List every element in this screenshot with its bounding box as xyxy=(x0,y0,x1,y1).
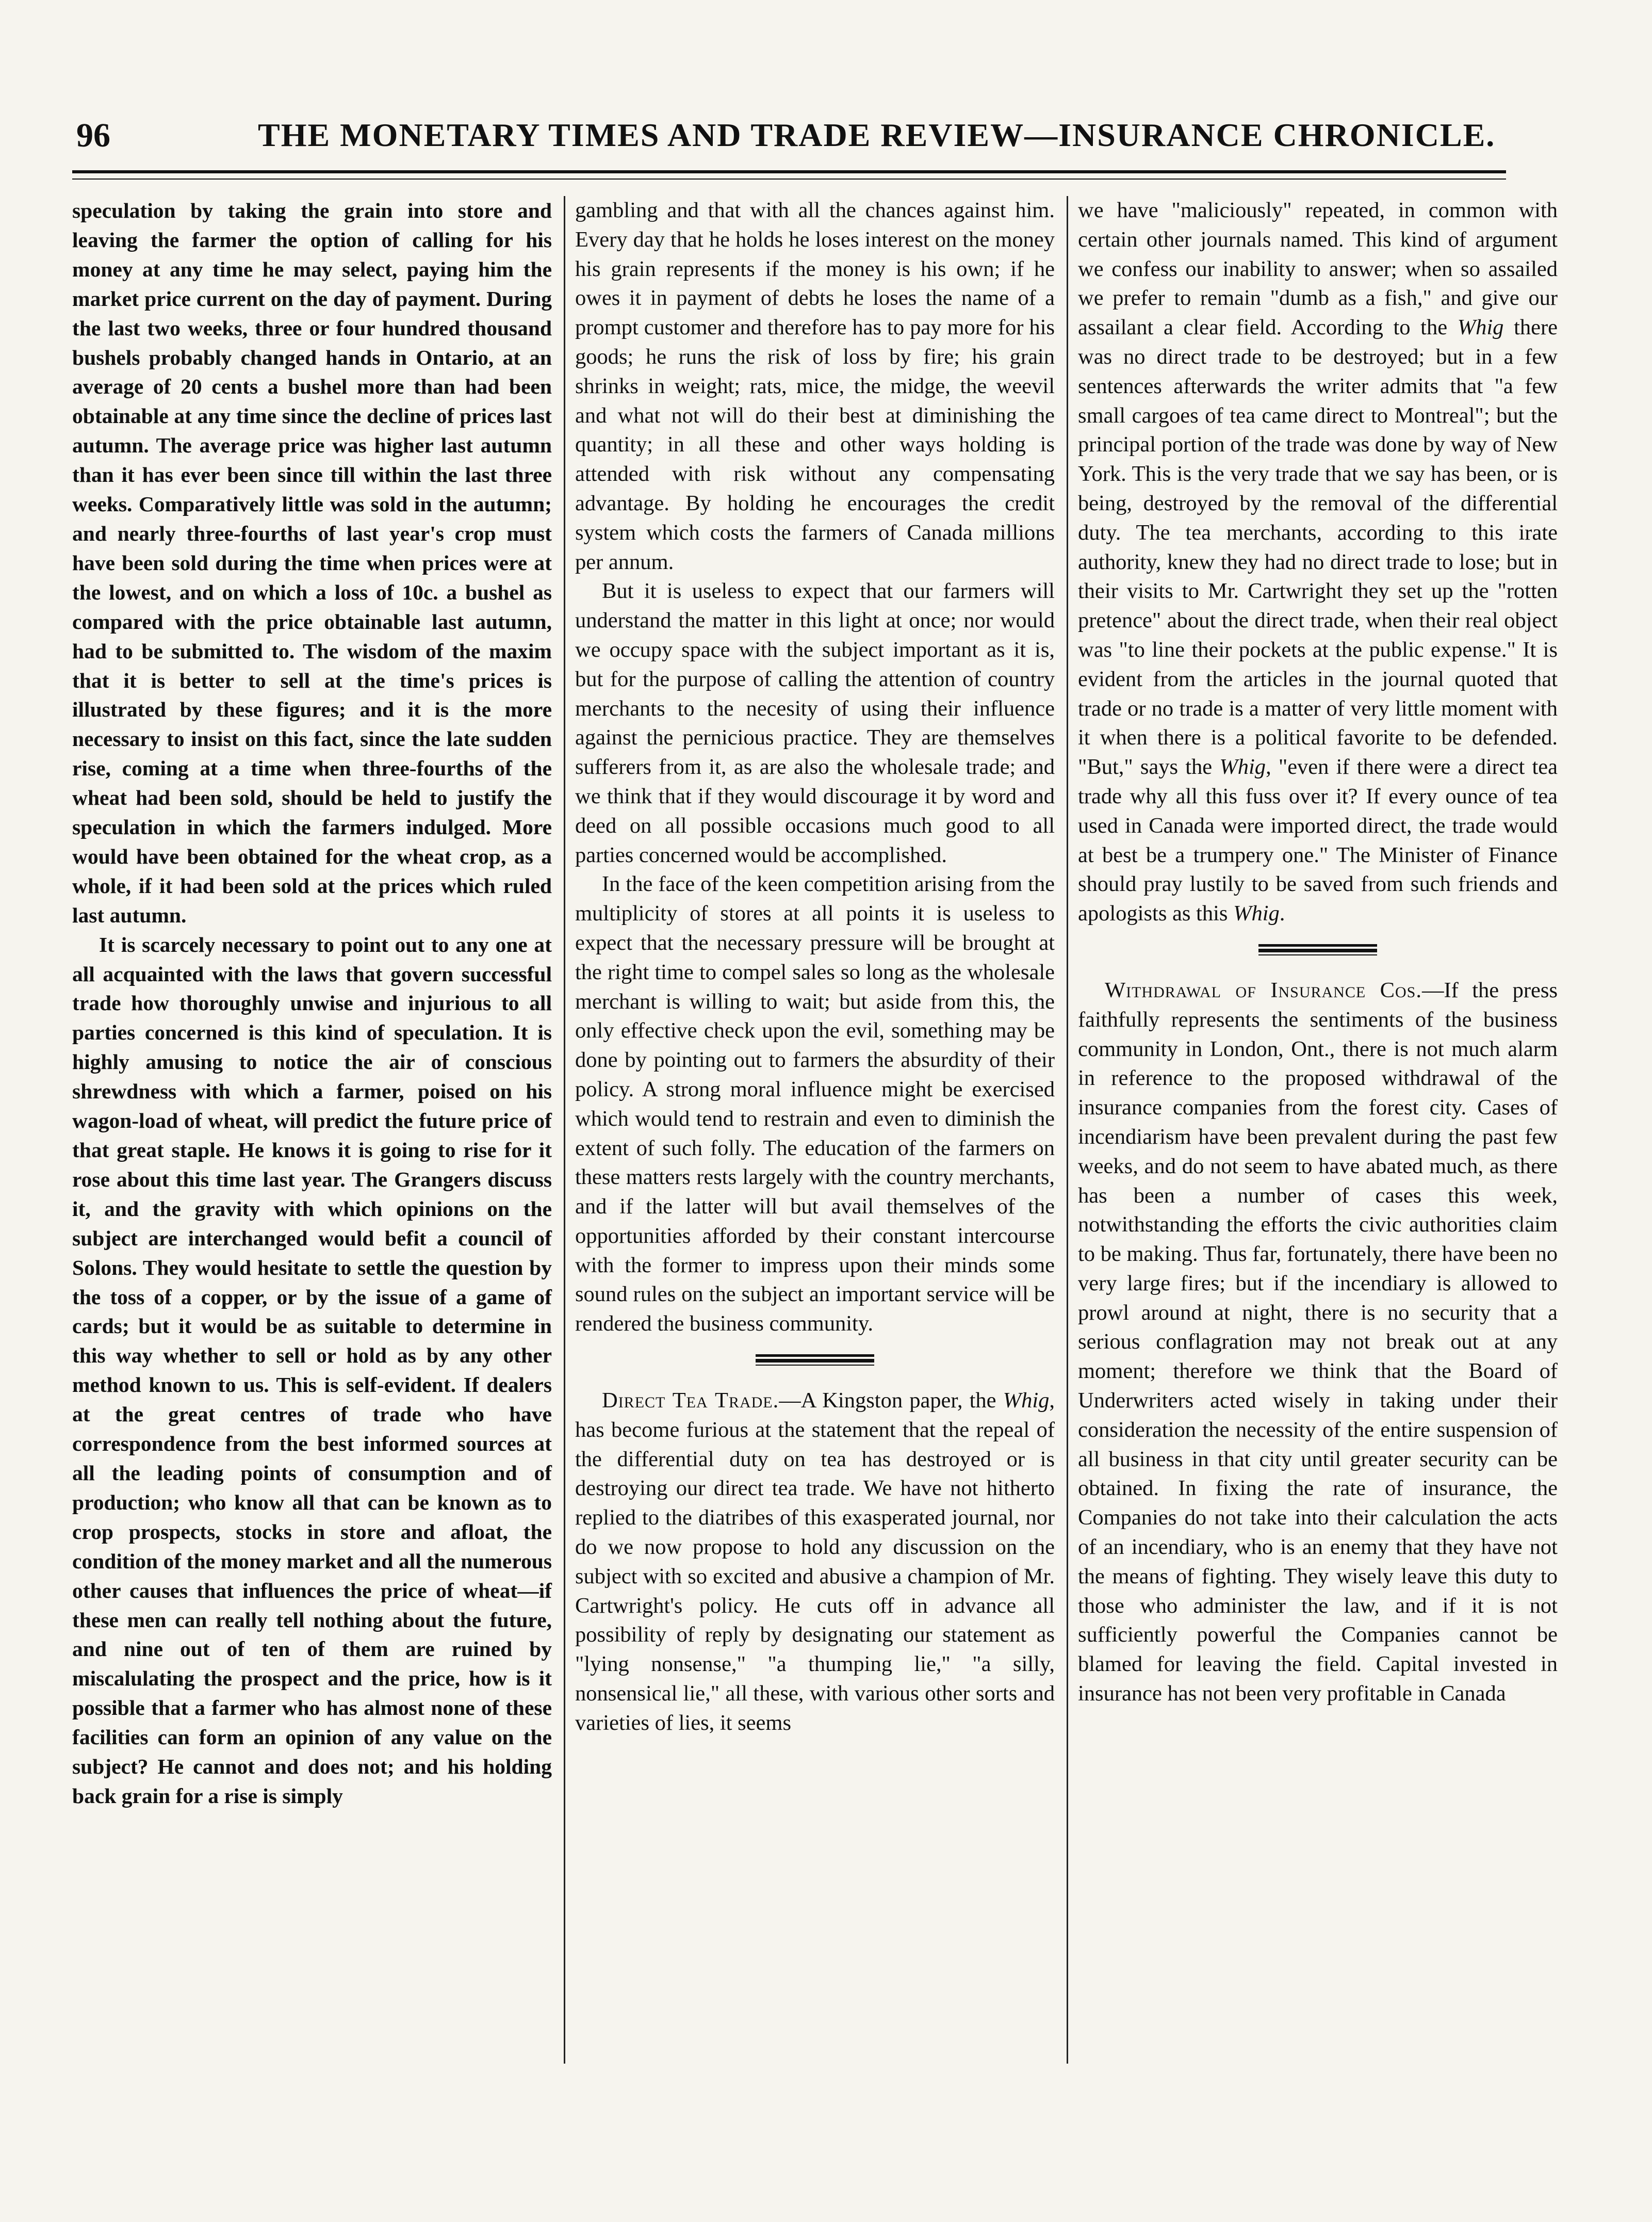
article-paragraph: we have "maliciously" repeated, in common with certain other journals named. This kind of argument we confess our inability to answer; when so assailed we prefer to remain "dumb as a fish," and give our assailant a clear field. According to the Whig there was no direct trade to be destroyed; but in a few sentences afterwards the writer admits that "a few small cargoes of tea came direct to Montreal"; but the principal portion of the trade was done by way of New York. This is the very trade that we say has been, or is being, destroyed by the removal of the differential duty. The tea merchants, according to this irate authority, knew they had no direct trade to lose; but in their visits to Mr. Cartwright they set up the "rotten pretence" about the direct trade, when their real object was "to line their pockets at the public expense." It is evident from the articles in the journal quoted that trade or no trade is a matter of very little moment with it when there is a political favorite to be defended. "But," says the Whig, "even if there were a direct tea trade why all this fuss over it? If every ounce of tea used in Canada were imported direct, the trade would at best be a trumpery one." The Minister of Finance should pray lustily to be saved from such friends and apologists as this Whig. xyxy=(1078,198,1558,926)
journal-title: THE MONETARY TIMES AND TRADE REVIEW—INSURANCE CHRONICLE. xyxy=(258,117,1496,153)
column-2 xyxy=(575,196,1055,1738)
article-paragraph: But it is useless to expect that our farmers will understand the matter in this light at once; nor would we occupy space with the subject important as it is, but for the purpose of calling the attention of country merchants to the necesity of using their influence against the pernicious practice. They are themselves sufferers from it, as are also the wholesale trade; and we think that if they would discourage it by word and deed on all possible occasions much good to all parties concerned would be accomplished. xyxy=(575,579,1055,867)
article-heading: Direct Tea Trade. xyxy=(602,1388,779,1413)
article-paragraph: It is scarcely necessary to point out to any one at all acquainted with the laws that govern successful trade how thoroughly unwise and injurious to all parties concerned is this kind of speculation. It is highly amusing to notice the air of conscious shrewdness with which a farmer, poised on his wagon-load of wheat, will predict the future price of that great staple. He knows it is going to rise for it rose about this time last year. The Grangers discuss it, and the gravity with which opinions on the subject are interchanged would befit a council of Solons. They would hesitate to settle the question by the toss of a copper, or by the issue of a game of cards; but it would be as suitable to determine in this way whether to sell or hold as by any other method known to us. This is self-evident. If dealers at the great centres of trade who have correspondence from the best informed sources at all the leading points of consumption and of production; who know all that can be known as to crop prospects, stocks in store and afloat, the condition of the money market and all the numerous other causes that influences the price of wheat—if these men can really tell nothing about the future, and nine out of ten of them are ruined by miscalulating the prospect and the price, how is it possible that a farmer who has almost none of these facilities can form an opinion of any value on the subject? He cannot and does not; and his holding back grain for a rise is simply xyxy=(72,932,552,1808)
article-paragraph: speculation by taking the grain into store and leaving the farmer the option of calling for his money at any time he may select, paying him the market price current on the day of payment. During the last two weeks, three or four hundred thousand bushels probably changed hands in Ontario, at an average of 20 cents a bushel more than had been obtainable at any time since the decline of prices last autumn. The average price was higher last autumn than it has ever been since till within the last three weeks. Comparatively little was sold in the autumn; and nearly three-fourths of last year's crop must have been sold during the time when prices were at the lowest, and on which a loss of 10c. a bushel as compared with the price obtainable last autumn, had to be submitted to. The wisdom of the maxim that it is better to sell at the time's prices is illustrated by these figures; and it is the more necessary to insist on this fact, since the late sudden rise, coming at a time when three-fourths of the wheat had been sold, should be held to justify the speculation in which the farmers indulged. More would have been obtained for the wheat crop, as a whole, if it had been sold at the prices which ruled last autumn. xyxy=(72,199,552,927)
header-rule-thin xyxy=(72,179,1506,180)
page-header xyxy=(72,111,1506,168)
article-paragraph: In the face of the keen competition arising from the multiplicity of stores at all points it is useless to expect that the necessary pressure will be brought at the right time to compel sales so long as the wholesale merchant is willing to wait; but aside from this, the only effective check upon the evil, something may be done by pointing out to farmers the absurdity of their policy. A strong moral influence might be exercised which would tend to restrain and even to diminish the extent of such folly. The education of the farmers on these matters rests largely with the country merchants, and if the latter will but avail themselves of the opportunities afforded by their constant intercourse with the former to impress upon their minds some sound rules on the subject an important service will be rendered the business community. xyxy=(575,872,1055,1336)
withdrawal-insurance-article: Withdrawal of Insurance Cos.—If the press faithfully represents the sentiments of the business community in London, Ont., there is not much alarm in reference to the proposed withdrawal of the insurance companies from the forest city. Cases of incendiarism have been prevalent during the past few weeks, and do not seem to have abated much, as there has been a number of cases this week, notwithstanding the efforts the civic authorities claim to be making. Thus far, fortunately, there have been no very large fires; but if the incendiary is allowed to prowl around at night, there is no security that a serious conflagration may not break out at any moment; therefore we think that the Board of Underwriters acted wisely in taking under their consideration the necessity of the entire suspension of all business in that city until greater security can be obtained. In fixing the rate of insurance, the Companies do not take into their calculation the acts of an incendiary, who is an enemy that they have not the means of fighting. They wisely leave this duty to those who administer the law, and if it is not sufficiently powerful the Companies cannot be blamed for leaving the field. Capital invested in insurance has not been very profitable in Canada xyxy=(1078,978,1558,1706)
column-3 xyxy=(1078,196,1558,1709)
column-divider xyxy=(1067,196,1068,2064)
page-number: 96 xyxy=(76,117,110,154)
section-separator xyxy=(1258,944,1377,955)
article-heading: Withdrawal of Insurance Cos. xyxy=(1105,978,1422,1002)
article-paragraph: gambling and that with all the chances against him. Every day that he holds he loses interest on the money his grain represents if the money is his own; if he owes it in payment of debts he loses the name of a prompt customer and therefore has to pay more for his goods; he runs the risk of loss by fire; his grain shrinks in weight; rats, mice, the midge, the weevil and what not will do their best at diminishing the quantity; in all these and other ways holding is attended with risk without any compensating advantage. By holding he encourages the credit system which costs the farmers of Canada millions per annum. xyxy=(575,198,1055,574)
direct-tea-trade-article: Direct Tea Trade.—A Kingston paper, the Whig, has become furious at the statement that the repeal of the differential duty on tea has destroyed or is destroying our direct tea trade. We have not hitherto replied to the diatribes of this exasperated journal, nor do we now propose to hold any discussion on the subject with so excited and abusive a champion of Mr. Cartwright's policy. He cuts off in advance all possibility of reply by designating our statement as "lying nonsense," "a thumping lie," "a silly, nonsensical lie," all these, with various other sorts and varieties of lies, it seems xyxy=(575,1388,1055,1735)
column-divider xyxy=(564,196,565,2064)
column-1 xyxy=(72,196,552,1811)
header-rule-thick xyxy=(72,170,1506,173)
section-separator xyxy=(756,1354,874,1366)
